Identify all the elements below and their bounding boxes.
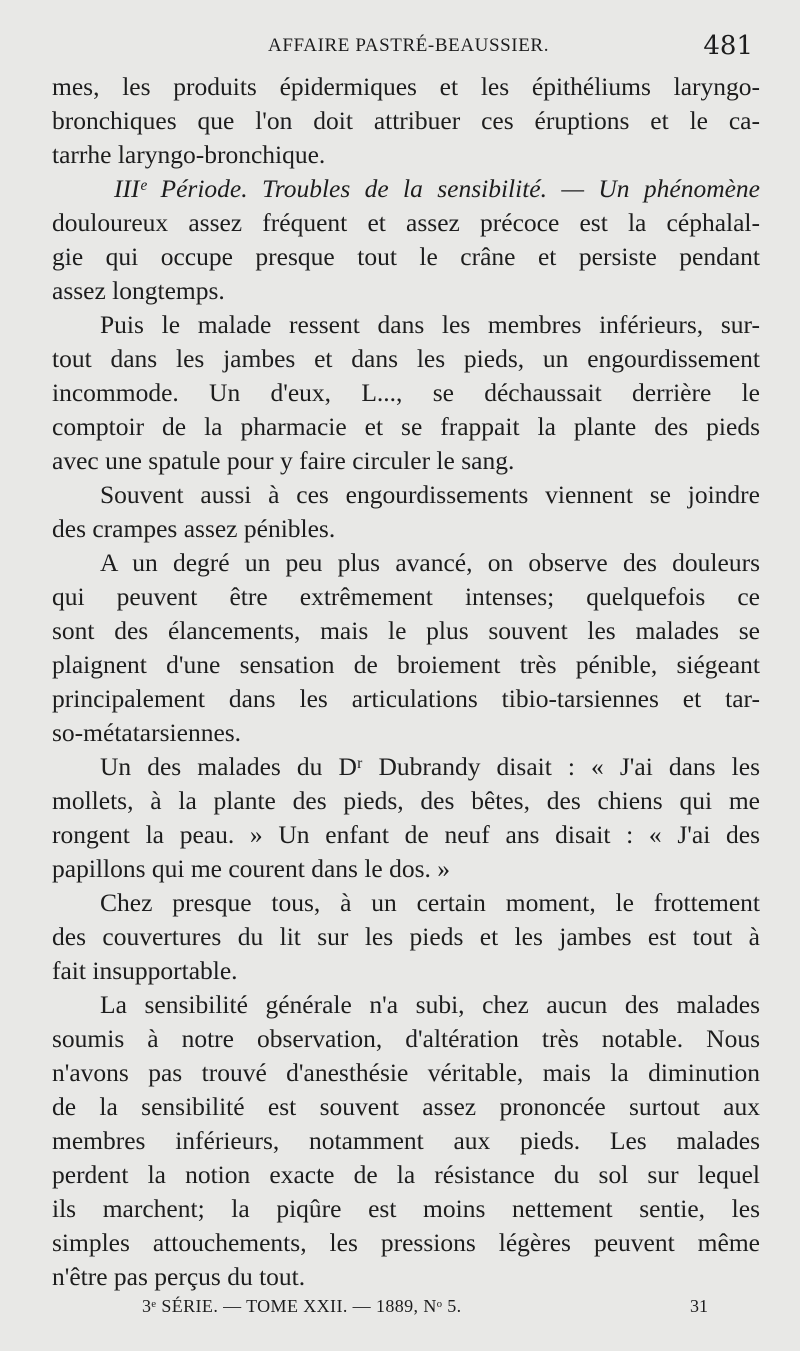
- text-line: so-métatarsiennes.: [52, 718, 242, 747]
- text-line: Puis le malade ressent dans les membres inférieurs, sur-: [100, 310, 760, 339]
- text-line: assez longtemps.: [52, 276, 225, 305]
- text-line: douloureux assez fréquent et assez précoce est la céphalal-: [52, 208, 760, 237]
- text-line: mollets, à la plante des pieds, des bêtes, des chiens qui me: [52, 786, 760, 815]
- text-line: ils marchent; la piqûre est moins nettement sentie, les: [52, 1194, 760, 1223]
- text-line: des couvertures du lit sur les pieds et les jambes est tout à: [52, 922, 760, 951]
- text-line: soumis à notre observation, d'altération très notable. Nous: [52, 1024, 760, 1053]
- text-line: papillons qui me courent dans le dos. »: [52, 854, 451, 883]
- running-title: AFFAIRE PASTRÉ-BEAUSSIER.: [268, 35, 550, 56]
- text-line: incommode. Un d'eux, L..., se déchaussait derrière le: [52, 378, 760, 407]
- page-number: 481: [703, 31, 753, 61]
- text-line: qui peuvent être extrêmement intenses; quelquefois ce: [52, 582, 760, 611]
- text-line: des crampes assez pénibles.: [52, 514, 336, 543]
- section-heading-line: [52, 172, 760, 206]
- text-line: plaignent d'une sensation de broiement très pénible, siégeant: [52, 650, 760, 679]
- text-line: gie qui occupe presque tout le crâne et persiste pendant: [52, 242, 760, 271]
- section-heading: IIIᵉ Période. Troubles de la sensibilité. — Un phénomène: [114, 174, 760, 203]
- text-line: Chez presque tous, à un certain moment, le frottement: [100, 888, 760, 917]
- sheet-number: 31: [690, 1296, 708, 1316]
- text-line: n'avons pas trouvé d'anesthésie véritable, mais la diminution: [52, 1058, 760, 1087]
- text-line: tarrhe laryngo-bronchique.: [52, 140, 326, 169]
- text-line: simples attouchements, les pressions légères peuvent même: [52, 1228, 760, 1257]
- text-line: de la sensibilité est souvent assez prononcée surtout aux: [52, 1092, 760, 1121]
- text-line: membres inférieurs, notamment aux pieds. Les malades: [52, 1126, 760, 1155]
- text-line: sont des élancements, mais le plus souvent les malades se: [52, 616, 760, 645]
- text-line: La sensibilité générale n'a subi, chez aucun des malades: [100, 990, 760, 1019]
- text-line: n'être pas perçus du tout.: [52, 1262, 306, 1291]
- page-footer: [0, 1296, 800, 1326]
- text-line: perdent la notion exacte de la résistance du sol sur lequel: [52, 1160, 760, 1189]
- text-line: principalement dans les articulations tibio-tarsiennes et tar-: [52, 684, 760, 713]
- text-line: mes, les produits épidermiques et les épithéliums laryngo-: [52, 72, 760, 101]
- text-line: avec une spatule pour y faire circuler le sang.: [52, 446, 515, 475]
- text-line: Souvent aussi à ces engourdissements viennent se joindre: [100, 480, 760, 509]
- text-line: tout dans les jambes et dans les pieds, un engourdissement: [52, 344, 760, 373]
- text-line: fait insupportable.: [52, 956, 238, 985]
- text-line: bronchiques que l'on doit attribuer ces éruptions et le ca-: [52, 106, 760, 135]
- page-header: [0, 31, 800, 63]
- text-line: comptoir de la pharmacie et se frappait la plante des pieds: [52, 412, 760, 441]
- text-line: A un degré un peu plus avancé, on observe des douleurs: [100, 548, 760, 577]
- body-text: [52, 70, 760, 1294]
- text-line: rongent la peau. » Un enfant de neuf ans disait : « J'ai des: [52, 820, 760, 849]
- series-signature: 3ᵉ SÉRIE. — TOME XXII. — 1889, Nᵒ 5.: [142, 1296, 462, 1316]
- text-line: Un des malades du Dʳ Dubrandy disait : « J'ai dans les: [100, 752, 760, 781]
